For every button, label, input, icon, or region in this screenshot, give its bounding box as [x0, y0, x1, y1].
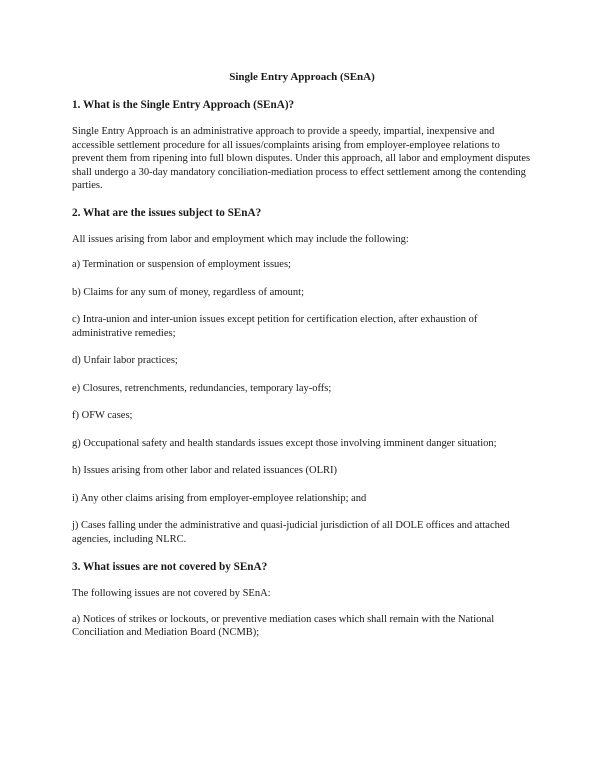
list-item: f) OFW cases;	[72, 410, 133, 421]
list-item: h) Issues arising from other labor and related issuances (OLRI)	[72, 465, 338, 476]
list-item: a) Termination or suspension of employment issues;	[72, 259, 291, 270]
section-3-intro: The following issues are not covered by SEnA:	[72, 588, 271, 599]
section-2-intro: All issues arising from labor and employment which may include the following:	[72, 233, 409, 245]
list-item: a) Notices of strikes or lockouts, or preventive mediation cases which shall remain with the National Conciliation and Mediation Board (NCMB);	[72, 613, 495, 638]
list-item: d) Unfair labor practices;	[72, 355, 178, 366]
section-1-heading: 1. What is the Single Entry Approach (SEnA)?	[72, 99, 295, 111]
list-item: c) Intra-union and inter-union issues except petition for certification election, after exhaustion of administrative remedies;	[72, 314, 478, 339]
list-item: e) Closures, retrenchments, redundancies, temporary lay-offs;	[72, 382, 332, 394]
document-page	[72, 70, 532, 654]
list-item: i) Any other claims arising from employer-employee relationship; and	[72, 492, 367, 504]
document-title: Single Entry Approach (SEnA)	[229, 71, 375, 83]
list-item: g) Occupational safety and health standards issues except those involving imminent danger situation;	[72, 437, 497, 449]
section-3-heading: 3. What issues are not covered by SEnA?	[72, 561, 268, 573]
section-1-body: Single Entry Approach is an administrative approach to provide a speedy, impartial, inexpensive and accessible settlement procedure for all issues/complaints arising from employer-employee relations to prevent them from ripening into full blown disputes. Under this approach, all labor and employment disputes shall undergo a 30-day mandatory conciliation-mediation process to effect settlement among the contending parties.	[72, 126, 531, 191]
list-item: b) Claims for any sum of money, regardless of amount;	[72, 286, 305, 298]
list-item: j) Cases falling under the administrative and quasi-judicial jurisdiction of all DOLE offices and attached agencies, including NLRC.	[72, 520, 510, 545]
section-2-heading: 2. What are the issues subject to SEnA?	[72, 206, 262, 219]
